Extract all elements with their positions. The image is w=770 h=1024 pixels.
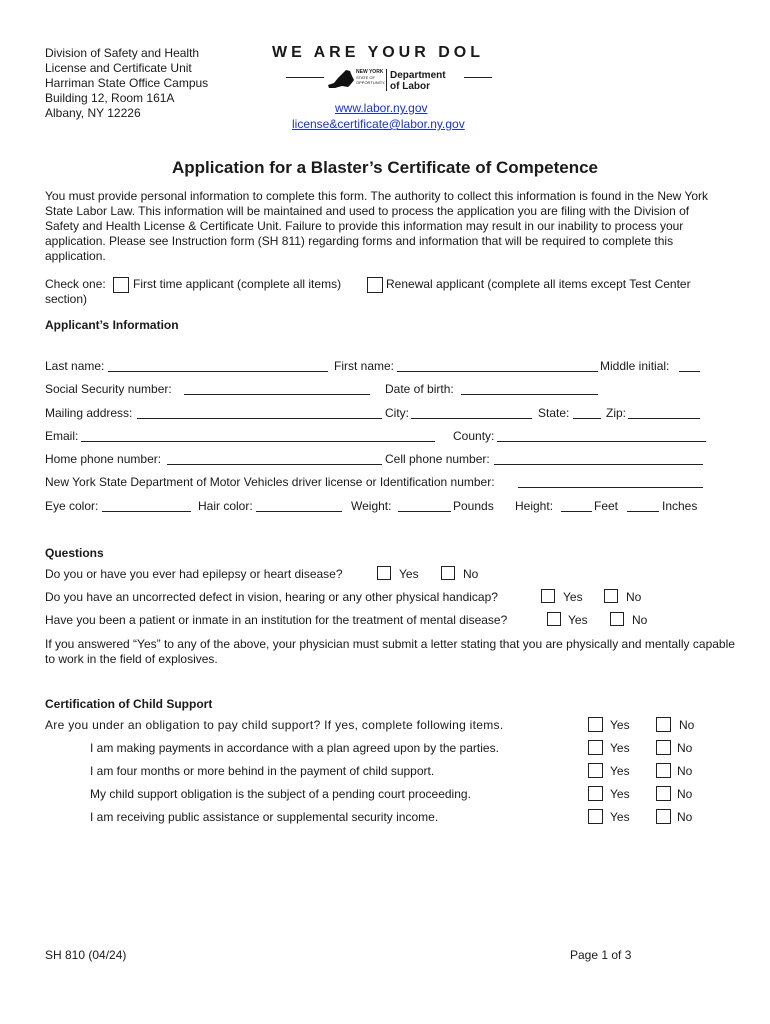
renewal-label: Renewal applicant (complete all items except Test Center (386, 277, 691, 291)
state-field[interactable] (573, 418, 601, 419)
questions-heading: Questions (45, 546, 104, 560)
mental-yes-checkbox[interactable] (547, 612, 561, 626)
slogan: WE ARE YOUR DOL (272, 44, 485, 61)
question-mental: Have you been a patient or inmate in an institution for the treatment of mental disease? (45, 613, 508, 627)
address-line: Albany, NY 12226 (45, 106, 141, 120)
feet-label: Feet (594, 499, 619, 513)
cell-phone-field[interactable] (494, 464, 703, 465)
child-support-question: Are you under an obligation to pay child support? If yes, complete following items. (45, 718, 504, 732)
first-name-label: First name: (334, 359, 395, 373)
intro-paragraph: You must provide personal information to complete this form. The authority to collect this information is found in the New York State Labor Law. This information will be maintained and used to process the application you are filing with the Division of Safety and Health License & Certificate Unit. Failure to provide this information may result in our inability to process your application. Please see Instruction form (SH 811) regarding forms and information that will be required to complete this application. (45, 189, 709, 263)
eye-color-field[interactable] (102, 511, 191, 512)
first-time-label: First time applicant (complete all items) (133, 277, 342, 291)
renewal-checkbox[interactable] (367, 277, 383, 293)
pounds-label: Pounds (453, 499, 494, 513)
height-feet-field[interactable] (561, 511, 592, 512)
no-label: No (677, 764, 693, 778)
yes-label: Yes (563, 590, 583, 604)
child-support-yes-checkbox[interactable] (588, 717, 603, 732)
address-line: Harriman State Office Campus (45, 76, 209, 90)
question-epilepsy: Do you or have you ever had epilepsy or heart disease? (45, 567, 343, 581)
email-label: Email: (45, 429, 79, 443)
email-link[interactable]: license&certificate@labor.ny.gov (292, 117, 465, 131)
applicant-heading: Applicant’s Information (45, 318, 179, 332)
page-title: Application for a Blaster’s Certificate of Competence (171, 158, 599, 177)
ssn-field[interactable] (184, 394, 370, 395)
dob-label: Date of birth: (385, 382, 454, 396)
email-field[interactable] (81, 441, 435, 442)
home-phone-label: Home phone number: (45, 452, 162, 466)
hair-color-field[interactable] (256, 511, 342, 512)
yes-label: Yes (399, 567, 419, 581)
child-support-item: My child support obligation is the subject of a pending court proceeding. (90, 787, 471, 801)
behind-payments-no-checkbox[interactable] (656, 763, 671, 778)
zip-field[interactable] (628, 418, 700, 419)
yes-label: Yes (610, 718, 630, 732)
pending-court-no-checkbox[interactable] (656, 786, 671, 801)
home-phone-field[interactable] (167, 464, 382, 465)
child-support-no-checkbox[interactable] (656, 717, 671, 732)
address-line: License and Certificate Unit (45, 61, 192, 75)
dol-wordmark: Department of Labor (390, 70, 446, 92)
payments-plan-yes-checkbox[interactable] (588, 740, 603, 755)
weight-label: Weight: (351, 499, 392, 513)
hair-color-label: Hair color: (198, 499, 253, 513)
yes-label: Yes (610, 764, 630, 778)
child-support-item: I am making payments in accordance with a plan agreed upon by the parties. (90, 741, 499, 755)
vision-no-checkbox[interactable] (604, 589, 618, 603)
no-label: No (679, 718, 695, 732)
new-york-state-icon (326, 68, 356, 90)
no-label: No (677, 810, 693, 824)
ssn-label: Social Security number: (45, 382, 172, 396)
nys-wordmark: NEW YORK STATE OF OPPORTUNITY. (356, 69, 386, 85)
behind-payments-yes-checkbox[interactable] (588, 763, 603, 778)
cell-phone-label: Cell phone number: (385, 452, 490, 466)
child-support-item: I am receiving public assistance or supplemental security income. (90, 810, 439, 824)
no-label: No (626, 590, 642, 604)
zip-label: Zip: (606, 406, 627, 420)
dmv-label: New York State Department of Motor Vehicles driver license or Identification number: (45, 475, 495, 489)
no-label: No (677, 787, 693, 801)
logo-rule-left (286, 77, 324, 78)
first-time-checkbox[interactable] (113, 277, 129, 293)
form-id: SH 810 (04/24) (45, 948, 127, 962)
physician-note: If you answered “Yes” to any of the above, your physician must submit a letter stating that you are physically and mentally capable to work in the field of explosives. (45, 637, 735, 666)
public-assistance-no-checkbox[interactable] (656, 809, 671, 824)
last-name-field[interactable] (108, 371, 328, 372)
no-label: No (632, 613, 648, 627)
pending-court-yes-checkbox[interactable] (588, 786, 603, 801)
address-line: Building 12, Room 161A (45, 91, 175, 105)
county-field[interactable] (497, 441, 706, 442)
city-field[interactable] (411, 418, 532, 419)
dmv-field[interactable] (518, 487, 703, 488)
city-label: City: (385, 406, 409, 420)
yes-label: Yes (610, 810, 630, 824)
middle-initial-field[interactable] (679, 371, 700, 372)
question-vision: Do you have an uncorrected defect in vision, hearing or any other physical handicap? (45, 590, 498, 604)
logo-divider (386, 69, 387, 91)
no-label: No (677, 741, 693, 755)
logo-rule-right (464, 77, 492, 78)
child-support-heading: Certification of Child Support (45, 697, 213, 711)
yes-label: Yes (610, 787, 630, 801)
mental-no-checkbox[interactable] (610, 612, 624, 626)
weight-field[interactable] (398, 511, 451, 512)
yes-label: Yes (610, 741, 630, 755)
child-support-item: I am four months or more behind in the payment of child support. (90, 764, 435, 778)
page-number: Page 1 of 3 (570, 948, 632, 962)
address-line: Division of Safety and Health (45, 46, 200, 60)
vision-yes-checkbox[interactable] (541, 589, 555, 603)
mailing-address-label: Mailing address: (45, 406, 133, 420)
agency-address (45, 46, 208, 121)
website-link[interactable]: www.labor.ny.gov (335, 101, 428, 115)
renewal-label-cont: section) (45, 292, 88, 306)
first-name-field[interactable] (397, 371, 598, 372)
last-name-label: Last name: (45, 359, 105, 373)
no-label: No (463, 567, 479, 581)
middle-initial-label: Middle initial: (600, 359, 670, 373)
epilepsy-no-checkbox[interactable] (441, 566, 455, 580)
dob-field[interactable] (461, 394, 598, 395)
yes-label: Yes (568, 613, 588, 627)
check-one-label: Check one: (45, 277, 106, 291)
state-label: State: (538, 406, 570, 420)
inches-label: Inches (662, 499, 698, 513)
mailing-address-field[interactable] (137, 418, 382, 419)
payments-plan-no-checkbox[interactable] (656, 740, 671, 755)
height-inches-field[interactable] (627, 511, 659, 512)
height-label: Height: (515, 499, 554, 513)
county-label: County: (453, 429, 495, 443)
epilepsy-yes-checkbox[interactable] (377, 566, 391, 580)
eye-color-label: Eye color: (45, 499, 99, 513)
public-assistance-yes-checkbox[interactable] (588, 809, 603, 824)
